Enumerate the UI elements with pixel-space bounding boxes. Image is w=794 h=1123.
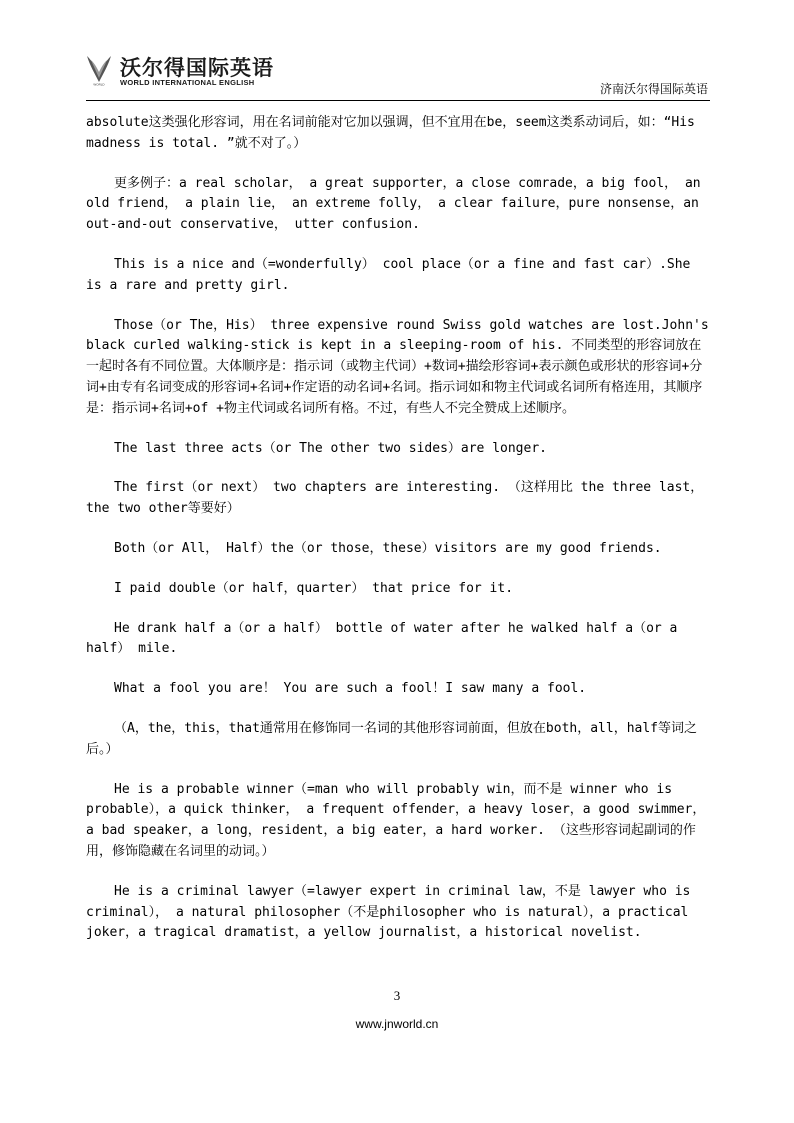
- paragraph: He drank half a（or a half） bottle of water after he walked half a（or a half） mile.: [86, 620, 678, 657]
- paragraph: absolute这类强化形容词，用在名词前能对它加以强调，但不宜用在be，seem这类系动词后，如：“His madness is total. ”就不对了。）: [86, 115, 695, 151]
- paragraph: I paid double（or half，quarter） that price for it.: [114, 580, 514, 596]
- logo: [86, 50, 306, 92]
- logo-english-name: WORLD INTERNATIONAL ENGLISH: [120, 78, 255, 87]
- page-number: 3: [393, 988, 401, 1003]
- paragraph: Both（or All， Half）the（or those，these）visitors are my good friends.: [114, 540, 662, 556]
- paragraph: Those（or The，His） three expensive round Swiss gold watches are lost.John's black curled walking-stick is kept in a sleeping-room of his. 不同类型的形容词放在一起时各有不同位置。大体顺序是：指示词（或物主代词）+数词+描绘形容词+表示颜色或形状的形容词+分词+由专有名词变成的形容词+名词+作定语的动名词+名词。指示词如和物主代词或名词所有格连用，其顺序是：指示词+名词+of +物主代词或名词所有格。不过，有些人不完全赞成上述顺序。: [86, 317, 709, 416]
- page-header: [86, 50, 710, 101]
- paragraph: The last three acts（or The other two sides）are longer.: [114, 440, 547, 456]
- header-school-name: 济南沃尔得国际英语: [599, 82, 708, 96]
- paragraph: He is a criminal lawyer（=lawyer expert in criminal law，不是 lawyer who is criminal）， a natural philosopher（不是philosopher who is natural），a practical joker，a tragical dramatist，a yellow journalist，a historical novelist.: [86, 883, 691, 941]
- document-body: [86, 113, 710, 963]
- paragraph: What a fool you are！ You are such a fool！I saw many a fool.: [114, 681, 587, 697]
- logo-chinese-name: 沃尔得国际英语: [120, 56, 274, 80]
- paragraph: He is a probable winner（=man who will probably win，而不是 winner who is probable），a quick thinker， a frequent offender，a heavy loser，a good swimmer，a bad speaker，a long，resident，a big eater，a hard worker. （这些形容词起副词的作用，修饰隐藏在名词里的动词。）: [86, 781, 706, 859]
- paragraph: 更多例子：a real scholar， a great supporter，a close comrade，a big fool， an old friend， a plain lie， an extreme folly， a clear failure，pure nonsense，an out-and-out conservative， utter confusion.: [86, 175, 701, 233]
- wings-logo-icon: [86, 52, 112, 86]
- paragraph: This is a nice and（=wonderfully） cool place（or a fine and fast car）.She is a rare and pretty girl.: [86, 256, 691, 293]
- paragraph: （A，the，this，that通常用在修饰同一名词的其他形容词前面，但放在both，all，half等词之后。）: [86, 720, 698, 757]
- logo-small-text: WORLD: [93, 82, 105, 86]
- paragraph: The first（or next） two chapters are interesting. （这样用比 the three last，the two other等要好）: [86, 480, 704, 517]
- footer-url: www.jnworld.cn: [355, 1017, 439, 1031]
